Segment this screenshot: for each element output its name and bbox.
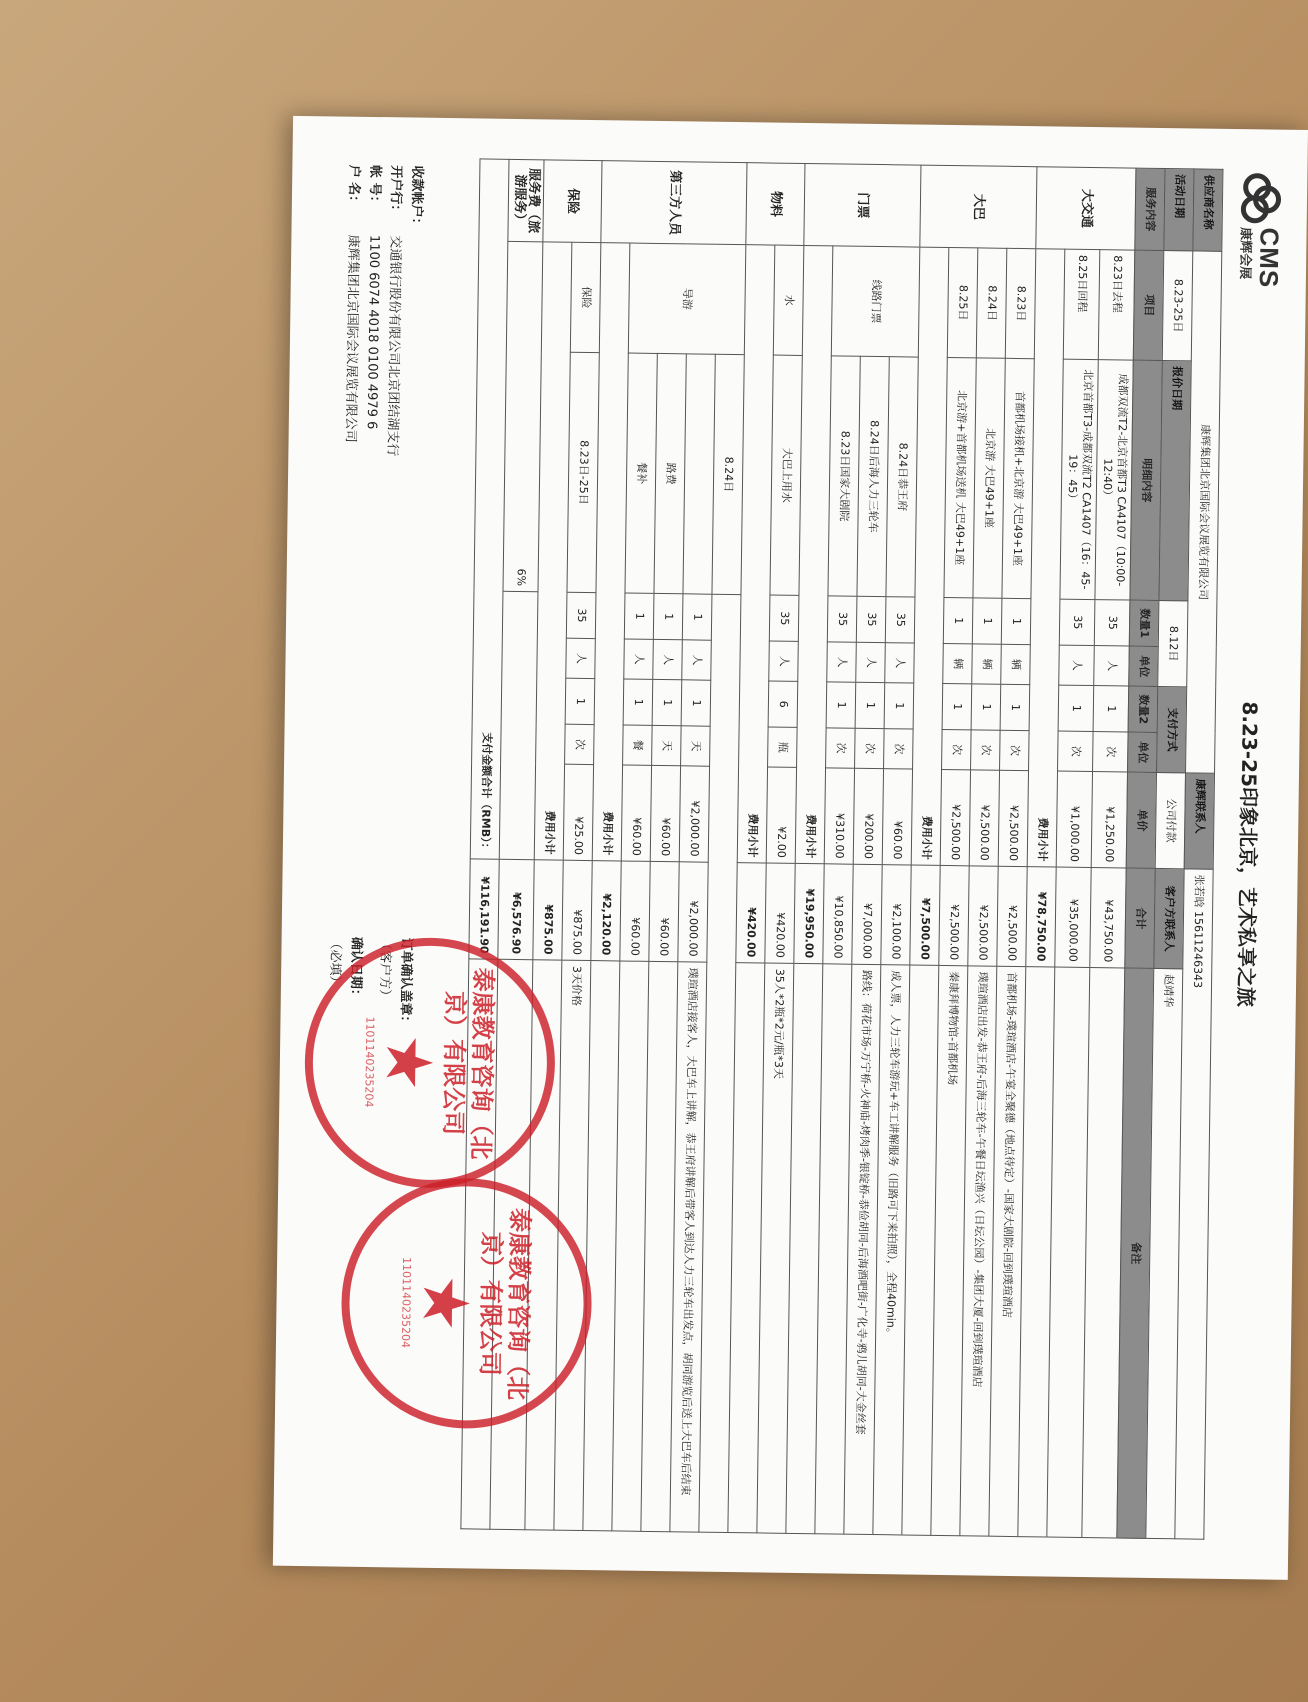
unit1-cell: 人 <box>653 639 683 679</box>
note-cell: 成人票，人力三轮车游玩+车工讲解服务（旧路可下来拍照），全程40min。 <box>873 965 910 1535</box>
price-cell: ¥60.00 <box>650 765 680 861</box>
detail-cell: 8.24日 <box>712 354 744 594</box>
col-detail: 明细内容 <box>1130 360 1162 600</box>
unit2-cell: 瓶 <box>768 727 798 767</box>
star-icon: ★ <box>407 1273 483 1333</box>
unit1-cell: 辆 <box>972 644 1002 684</box>
col-qty2: 数量2 <box>1128 686 1158 732</box>
detail-cell: 8.24日恭王府 <box>886 357 918 597</box>
category-baoxian: 保险 <box>543 160 602 243</box>
pay-method-value: 公司付款 <box>1155 773 1185 869</box>
note-cell: 璞瑄酒店出发-恭王府-后海三轮车-午餐日坛渔兴（日坛公园）-集团大厦-回到璞瑄酒店 <box>960 966 997 1536</box>
total-cell: ¥60.00 <box>649 861 679 961</box>
seal-note: （客户方） <box>376 937 393 1003</box>
seal-number: 1101140235204 <box>362 1016 378 1108</box>
unit2-cell: 次 <box>1093 732 1129 773</box>
total-cell: ¥2,000.00 <box>678 862 708 962</box>
total-cell: ¥420.00 <box>765 863 795 963</box>
subtotal-value: ¥420.00 <box>736 863 766 963</box>
detail-cell <box>683 354 715 594</box>
qty2-cell: 1 <box>971 684 1001 730</box>
unit2-cell: 次 <box>971 730 1001 770</box>
seal-label: 订单确认盖章： <box>397 937 414 1029</box>
qty2-cell: 1 <box>652 679 682 725</box>
price-cell: ¥25.00 <box>563 764 593 860</box>
note-cell: 35人*2瓶*2元/瓶*3天 <box>757 963 794 1533</box>
contact-value: 张若晗 15611246343 <box>1175 869 1213 1539</box>
qty1-cell: 35 <box>885 597 915 643</box>
detail-cell: 8.24日后海人力三轮车 <box>857 356 889 596</box>
unit2-cell: 餐 <box>623 725 653 765</box>
qty2-cell: 1 <box>681 680 711 726</box>
category-jiaotong: 大交通 <box>1036 167 1136 250</box>
price-cell: ¥2,500.00 <box>998 770 1028 866</box>
price-cell: ¥1,250.00 <box>1091 772 1127 868</box>
qty1-cell: 35 <box>856 596 886 642</box>
total-cell: ¥2,500.00 <box>939 865 969 965</box>
subtotal-label: 费用小计 <box>1027 249 1065 867</box>
bank-label: 开户行： <box>387 165 404 218</box>
item-cell: 8.23日去程 <box>1098 250 1135 360</box>
subtotal-label: 费用小计 <box>592 243 630 861</box>
unit2-cell: 次 <box>1058 731 1094 772</box>
total-cell: ¥2,500.00 <box>997 866 1027 966</box>
total-cell: ¥2,500.00 <box>968 866 998 966</box>
category-wuliao: 物料 <box>746 163 805 246</box>
col-unit2: 单位 <box>1128 732 1158 772</box>
qty2-cell: 1 <box>1093 686 1129 732</box>
unit2-cell: 次 <box>1000 730 1030 770</box>
detail-cell: 8.23日-25日 <box>567 352 599 592</box>
price-cell: ¥310.00 <box>824 768 854 864</box>
subtotal-value: ¥875.00 <box>533 860 563 960</box>
detail-cell: 成都双流T2-北京首都T3 CA4107（10:00-12:40） <box>1095 360 1133 600</box>
subtotal-value: ¥7,500.00 <box>910 865 940 965</box>
service-fee-total: ¥6,576.90 <box>498 859 534 959</box>
item-cell: 保险 <box>570 242 601 352</box>
category-menpiao: 门票 <box>804 163 921 247</box>
qty1-cell: 1 <box>624 593 654 639</box>
pay-method-label: 支付方式 <box>1157 686 1187 772</box>
qty1-cell: 1 <box>682 594 712 640</box>
note-cell: 路线：荷花市场-万宁桥-火神庙-烤肉季-银锭桥-恭俭胡同-后海酒吧街-广化寺-鸦儿胡同-大金丝套 <box>844 964 881 1534</box>
detail-cell: 路费 <box>654 353 686 593</box>
grand-total-label: 支付金额合计（RMB）： <box>470 159 509 859</box>
item-cell: 8.25日回程 <box>1063 249 1100 359</box>
detail-cell: 首都机场接机+北京游 大巴49+1座 <box>1002 358 1034 598</box>
confirm-date-note: （必填） <box>326 936 343 989</box>
unit1-cell: 辆 <box>943 643 973 683</box>
qty2-cell: 1 <box>826 682 856 728</box>
bank-title: 收款帐户： <box>408 165 425 231</box>
unit2-cell: 天 <box>652 725 682 765</box>
qty1-cell: 1 <box>943 597 973 643</box>
contact-label: 康辉联系人 <box>1184 773 1214 869</box>
price-cell: ¥2,500.00 <box>969 770 999 866</box>
supplier-label: 供应商名称 <box>1193 169 1223 251</box>
col-qty1: 数量1 <box>1129 600 1159 646</box>
qty1-cell: 35 <box>769 595 799 641</box>
grand-total-value: ¥116,191.90 <box>469 859 499 959</box>
unit2-cell: 天 <box>681 726 711 766</box>
detail-cell: 北京游 大巴49+1座 <box>973 358 1005 598</box>
unit1-cell: 人 <box>682 640 712 680</box>
col-service: 服务内容 <box>1135 168 1165 250</box>
price-cell: ¥2,000.00 <box>679 766 709 862</box>
confirm-date-label: 确认日期： <box>347 936 364 1002</box>
category-daba: 大巴 <box>920 165 1037 249</box>
qty1-cell: 35 <box>566 592 596 638</box>
price-cell: ¥2,500.00 <box>940 770 970 866</box>
total-cell: ¥60.00 <box>620 861 650 961</box>
qty2-cell: 1 <box>942 683 972 729</box>
detail-cell: 北京首都T3-成都双流T2 CA1407（16：45-19：45） <box>1060 359 1098 599</box>
client-contact-value: 赵靖华 <box>1146 968 1183 1538</box>
star-icon: ★ <box>370 1033 446 1092</box>
note-cell: 璞瑄酒店接客人，大巴车上讲解，恭王府讲解后带客人到达人力三轮车出发点，胡同游览后送上大巴车后结束 <box>670 962 707 1532</box>
qty1-cell: 35 <box>1059 599 1095 645</box>
unit2-cell: 次 <box>826 728 856 768</box>
col-item: 项目 <box>1133 250 1164 360</box>
detail-cell: 北京游+首都机场送机 大巴49+1座 <box>944 357 976 597</box>
logo-cn: 康辉会展 <box>1236 227 1253 280</box>
price-cell: ¥200.00 <box>853 768 883 864</box>
unit1-cell: 人 <box>856 642 886 682</box>
account-name-label: 户 名： <box>345 164 362 209</box>
category-disanfang: 第三方人员 <box>601 161 747 245</box>
category-fuwufei: 服务费（旅游服务） <box>508 159 544 241</box>
total-cell: ¥10,850.00 <box>823 864 853 964</box>
subtotal-label: 费用小计 <box>795 245 833 863</box>
unit1-cell: 人 <box>566 638 596 678</box>
subtotal-label: 费用小计 <box>737 245 775 863</box>
col-note: 备注 <box>1117 968 1154 1538</box>
item-cell: 线路门票 <box>831 246 920 357</box>
logo-en: CMS <box>1253 227 1285 289</box>
unit2-cell: 次 <box>942 729 972 769</box>
qty1-cell: 35 <box>1094 600 1130 646</box>
price-cell: ¥1,000.00 <box>1056 771 1092 867</box>
qty2-cell: 1 <box>623 679 653 725</box>
seal-text: 泰康教育咨询（北京）有限公司 <box>439 967 498 1160</box>
qty1-cell: 1 <box>1001 598 1031 644</box>
unit1-cell: 人 <box>624 639 654 679</box>
subtotal-label: 费用小计 <box>911 247 949 865</box>
col-total: 合计 <box>1125 868 1155 968</box>
quote-date-label: 报价日期 <box>1159 360 1191 600</box>
detail-cell: 大巴上用水 <box>770 355 802 595</box>
price-cell: ¥60.00 <box>621 765 651 861</box>
total-cell: ¥7,000.00 <box>852 864 882 964</box>
price-cell: ¥2.00 <box>766 767 796 863</box>
item-cell: 8.23日 <box>1005 248 1036 358</box>
bank-account-info <box>339 165 427 457</box>
seal-number: 1101140235204 <box>399 1256 414 1349</box>
qty2-cell: 1 <box>565 678 595 724</box>
detail-cell: 8.23日国家大剧院 <box>828 356 860 596</box>
date-label: 活动日期 <box>1164 169 1194 251</box>
qty2-cell: 6 <box>768 681 798 727</box>
document-sheet <box>273 116 1308 1580</box>
total-cell: ¥2,100.00 <box>881 865 911 965</box>
subtotal-value: ¥2,120.00 <box>591 861 621 961</box>
total-cell: ¥35,000.00 <box>1055 867 1091 967</box>
unit1-cell: 人 <box>769 641 799 681</box>
item-cell: 导游 <box>628 243 746 355</box>
unit1-cell: 辆 <box>1001 644 1031 684</box>
total-cell: ¥43,750.00 <box>1090 868 1126 968</box>
qty1-cell: 1 <box>653 593 683 639</box>
subtotal-value: ¥78,750.00 <box>1026 867 1056 967</box>
unit1-cell: 人 <box>885 643 915 683</box>
qty2-cell: 1 <box>884 683 914 729</box>
supplier-value: 康辉集团北京国际会议展览有限公司 <box>1186 251 1222 773</box>
account-value: 1100 6074 4018 0100 4979 6 <box>363 234 382 430</box>
seal-text: 泰康教育咨询（北京）有限公司 <box>476 1207 535 1401</box>
qty1-cell: 35 <box>827 596 857 642</box>
note-cell: 首都机场-璞瑄酒店-午宴全聚德（地点待定）-国家大剧院-回到璞瑄酒店 <box>989 966 1026 1536</box>
detail-cell: 餐补 <box>625 353 657 593</box>
account-label: 帐 号： <box>366 164 383 209</box>
quote-date-value: 8.12日 <box>1158 600 1188 686</box>
document-title: 8.23-25印象北京，艺术私享之旅 <box>1233 701 1263 1008</box>
unit1-cell: 人 <box>827 642 857 682</box>
col-unit1: 单位 <box>1129 646 1159 686</box>
subtotal-value: ¥19,950.00 <box>794 863 824 963</box>
bank-value: 交通银行股份有限公司北京团结湖支行 <box>384 235 403 457</box>
unit2-cell: 次 <box>855 728 885 768</box>
qty2-cell: 1 <box>1000 684 1030 730</box>
item-cell: 8.24日 <box>976 248 1007 358</box>
unit2-cell: 次 <box>565 724 595 764</box>
date-value: 8.23-25日 <box>1162 250 1193 360</box>
qty1-cell: 1 <box>972 598 1002 644</box>
total-cell: ¥875.00 <box>562 860 592 960</box>
unit2-cell: 次 <box>884 729 914 769</box>
account-name-value: 康辉集团北京国际会议展览有限公司 <box>342 234 361 443</box>
subtotal-label: 费用小计 <box>534 242 572 860</box>
item-cell: 8.25日 <box>947 247 978 357</box>
client-contact-label: 客户方联系人 <box>1154 869 1184 969</box>
unit1-cell: 人 <box>1059 645 1095 685</box>
note-cell: 3天价格 <box>554 960 591 1530</box>
qty2-cell: 1 <box>855 682 885 728</box>
unit1-cell: 人 <box>1094 646 1130 686</box>
note-cell: 秦康拜博物馆-首都机场 <box>931 965 968 1535</box>
col-price: 单价 <box>1126 772 1156 868</box>
service-fee-rate: 6% <box>503 241 543 591</box>
qty2-cell: 1 <box>1058 685 1094 731</box>
price-cell: ¥60.00 <box>882 769 912 865</box>
item-cell: 水 <box>773 245 804 355</box>
